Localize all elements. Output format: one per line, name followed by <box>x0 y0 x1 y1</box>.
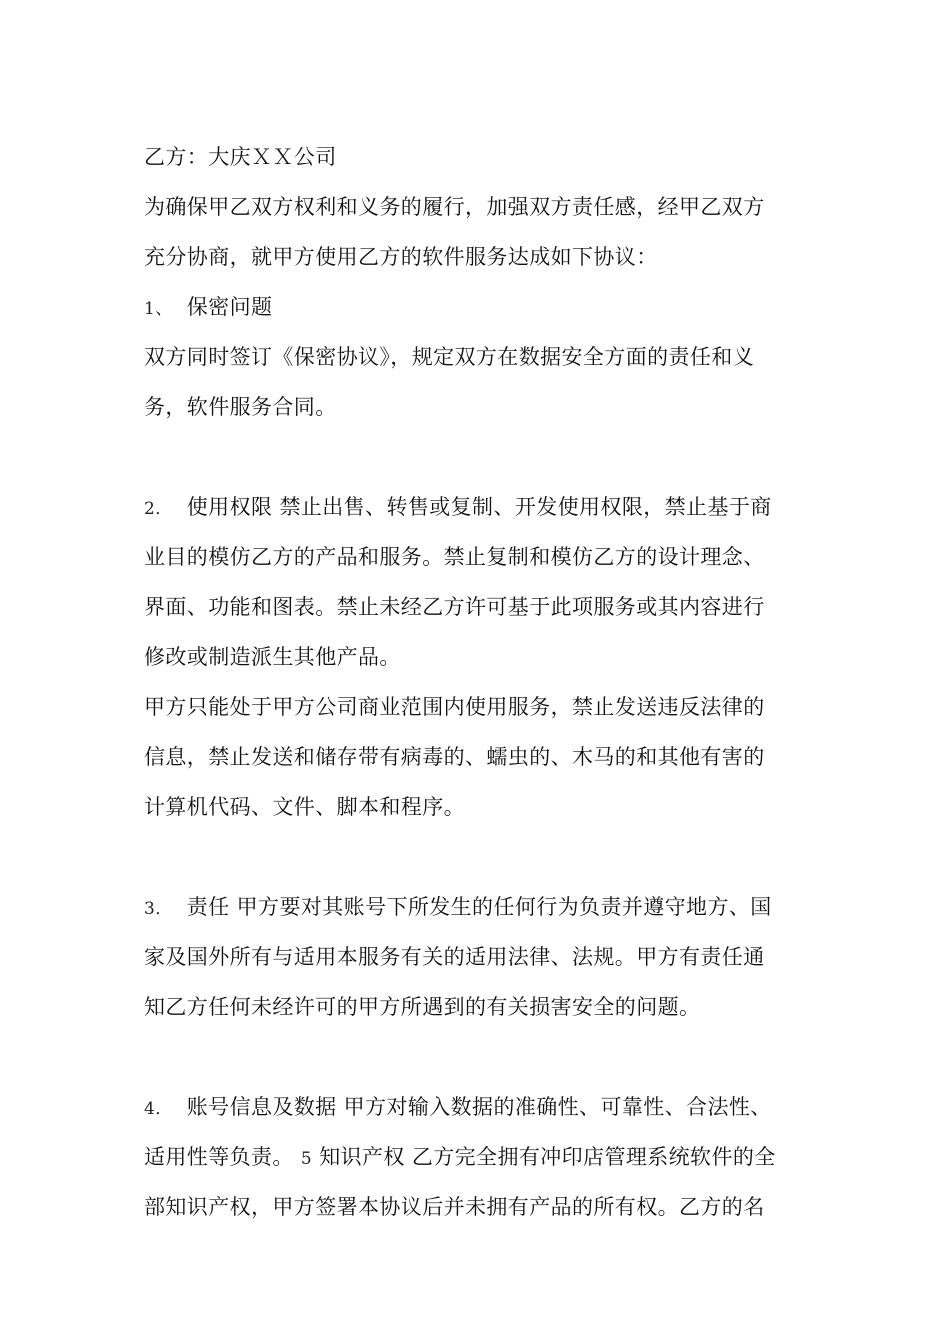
section-2-first-line <box>144 482 809 532</box>
section-4-first-line <box>144 1082 809 1132</box>
section-4-line <box>144 1132 809 1182</box>
section-2-line: 计算机代码、文件、脚本和程序。 <box>144 795 465 819</box>
section-5-number: 5 <box>300 1149 313 1169</box>
section-3-line: 家及国外所有与适用本服务有关的适用法律、法规。甲方有责任通 <box>144 945 765 969</box>
section-1-number: 1、 <box>144 299 173 319</box>
section-3-first-line <box>144 882 809 932</box>
paragraph-gap <box>144 1032 809 1082</box>
section-3-number: 3． <box>144 899 173 919</box>
section-4-line2-a: 适用性等负责。 <box>144 1145 294 1169</box>
paragraph-gap <box>144 832 809 882</box>
document-body <box>144 132 809 1232</box>
section-1-title: 保密问题 <box>186 295 273 319</box>
section-2-line: 甲方只能处于甲方公司商业范围内使用服务，禁止发送违反法律的 <box>144 695 765 719</box>
section-1-line: 双方同时签订《保密协议》，规定双方在数据安全方面的责任和义 <box>144 345 755 369</box>
section-3-line: 知乙方任何未经许可的甲方所遇到的有关损害安全的问题。 <box>144 995 701 1019</box>
section-1-line: 务，软件服务合同。 <box>144 395 337 419</box>
section-2-number: 2． <box>144 499 173 519</box>
intro-line: 充分协商，就甲方使用乙方的软件服务达成如下协议： <box>144 245 658 269</box>
section-4-line: 部知识产权，甲方签署本协议后并未拥有产品的所有权。乙方的名 <box>144 1195 765 1219</box>
intro-line: 为确保甲乙双方权利和义务的履行，加强双方责任感，经甲乙双方 <box>144 195 765 219</box>
party-b-line: 乙方：大庆ＸＸ公司 <box>144 145 337 169</box>
section-2-first-text: 使用权限 禁止出售、转售或复制、开发使用权限，禁止基于商 <box>186 495 772 519</box>
section-2-line: 信息，禁止发送和储存带有病毒的、蠕虫的、木马的和其他有害的 <box>144 745 765 769</box>
section-4-line2-b: 知识产权 乙方完全拥有冲印店管理系统软件的全 <box>319 1145 776 1169</box>
paragraph-gap <box>144 432 809 482</box>
section-2-line: 界面、功能和图表。禁止未经乙方许可基于此项服务或其内容进行 <box>144 595 765 619</box>
section-3-first-text: 责任 甲方要对其账号下所发生的任何行为负责并遵守地方、国 <box>186 895 772 919</box>
section-4-number: 4． <box>144 1099 173 1119</box>
section-4-first-text: 账号信息及数据 甲方对输入数据的准确性、可靠性、合法性、 <box>186 1095 772 1119</box>
section-2-line: 业目的模仿乙方的产品和服务。禁止复制和模仿乙方的设计理念、 <box>144 545 765 569</box>
section-1-heading <box>144 282 809 332</box>
section-2-line: 修改或制造派生其他产品。 <box>144 645 401 669</box>
